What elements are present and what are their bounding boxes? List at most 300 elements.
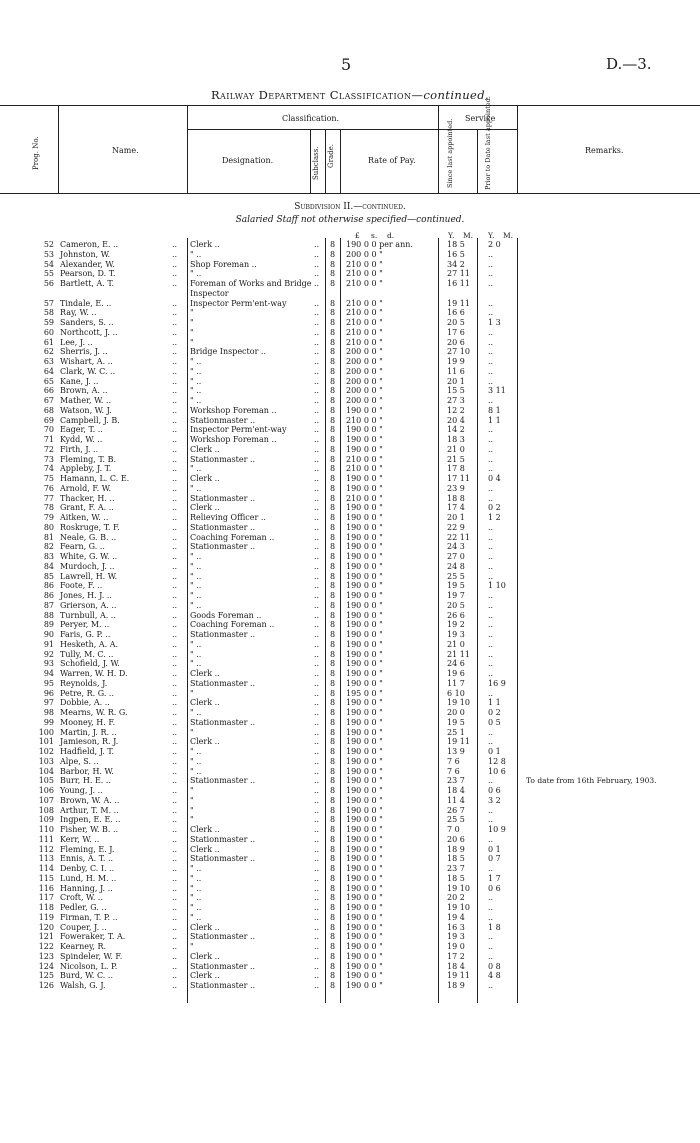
service-since: 11 4 xyxy=(447,795,465,805)
rate-of-pay: 190 0 0 " xyxy=(346,659,383,669)
service-prior: .. xyxy=(488,454,494,464)
leader-dots: .. xyxy=(172,357,178,366)
prog-no: 98 xyxy=(43,708,54,717)
service-prior: 0 1 xyxy=(488,747,501,756)
subclass-dots: .. xyxy=(314,922,320,932)
service-prior: .. xyxy=(488,630,494,639)
subclass-dots: .. xyxy=(314,805,320,815)
staff-name: Couper, J. .. xyxy=(60,922,107,932)
remarks: To date from 16th February, 1903. xyxy=(526,776,657,786)
service-prior: .. xyxy=(488,639,494,649)
col-rule-4 xyxy=(325,130,326,193)
staff-name: Lawrell, H. W. xyxy=(60,571,118,581)
service-prior: .. xyxy=(488,864,494,873)
rate-of-pay: 210 0 0 " xyxy=(346,464,383,474)
designation: Clerk .. xyxy=(190,951,220,961)
table-row xyxy=(0,796,700,806)
designation: " .. xyxy=(190,357,202,366)
prog-no: 57 xyxy=(43,298,54,308)
service-since: 20 1 xyxy=(447,513,465,522)
rate-of-pay: 210 0 0 " xyxy=(346,259,383,269)
subclass-dots: .. xyxy=(314,357,320,366)
table-row xyxy=(0,757,700,767)
subclass-dots: .. xyxy=(314,279,320,288)
prog-no: 103 xyxy=(38,756,54,766)
service-prior: 0 6 xyxy=(488,883,501,893)
service-since: 20 4 xyxy=(447,415,465,425)
grade: 8 xyxy=(330,776,336,786)
rate-of-pay: 200 0 0 " xyxy=(346,357,383,366)
staff-name: White, G. W. .. xyxy=(60,552,118,561)
prog-no: 76 xyxy=(43,483,54,493)
designation: " .. xyxy=(190,561,202,571)
service-since: 25 5 xyxy=(447,571,465,581)
prog-no: 78 xyxy=(43,503,54,513)
table-row xyxy=(0,854,700,864)
grade: 8 xyxy=(330,600,336,610)
service-since: 17 8 xyxy=(447,464,465,474)
staff-name: Walsh, G. J. xyxy=(60,981,106,990)
rate-of-pay: 190 0 0 " xyxy=(346,600,383,610)
leader-dots: .. xyxy=(172,435,178,444)
rate-of-pay: 190 0 0 " xyxy=(346,552,383,561)
grade: 8 xyxy=(330,308,336,318)
leader-dots: .. xyxy=(172,864,178,873)
subclass-dots: .. xyxy=(314,620,320,630)
designation: " .. xyxy=(190,708,202,717)
prog-no: 124 xyxy=(38,961,54,971)
col-rule-3 xyxy=(310,130,311,193)
grade: 8 xyxy=(330,912,336,922)
rate-of-pay: 190 0 0 " xyxy=(346,961,383,971)
leader-dots: .. xyxy=(172,795,178,805)
staff-name: Kydd, W. .. xyxy=(60,435,103,444)
staff-name: Lee, J. .. xyxy=(60,337,93,347)
rate-of-pay: 190 0 0 " xyxy=(346,669,383,678)
table-row xyxy=(0,406,700,416)
header-prog-no: Prog. No. xyxy=(32,136,40,170)
grade: 8 xyxy=(330,474,336,483)
rate-of-pay: 200 0 0 " xyxy=(346,249,383,259)
staff-name: Pedler, G. .. xyxy=(60,903,107,912)
leader-dots: .. xyxy=(172,454,178,464)
subclass-dots: .. xyxy=(314,366,320,376)
rate-of-pay: 190 0 0 " xyxy=(346,834,383,844)
staff-name: Kane, J. .. xyxy=(60,376,99,386)
subclass-dots: .. xyxy=(314,386,320,396)
col-rule-2 xyxy=(187,106,188,193)
prog-no: 61 xyxy=(43,337,54,347)
service-prior: 4 8 xyxy=(488,971,501,981)
table-row xyxy=(0,377,700,387)
prog-no: 123 xyxy=(38,951,54,961)
grade: 8 xyxy=(330,630,336,639)
designation: " .. xyxy=(190,912,202,922)
subclass-dots: .. xyxy=(314,298,320,308)
service-prior: 0 1 xyxy=(488,844,501,854)
table-row xyxy=(0,503,700,513)
prog-no: 122 xyxy=(38,942,54,951)
grade: 8 xyxy=(330,756,336,766)
subclass-dots: .. xyxy=(314,513,320,522)
prog-no: 59 xyxy=(43,318,54,327)
leader-dots: .. xyxy=(172,737,178,747)
subclass-dots: .. xyxy=(314,483,320,493)
header-classification: Classification. xyxy=(282,114,340,123)
service-since: 19 11 xyxy=(447,737,470,747)
rate-of-pay: 210 0 0 " xyxy=(346,308,383,318)
designation: " .. xyxy=(190,893,202,903)
subclass-dots: .. xyxy=(314,493,320,503)
designation: Stationmaster .. xyxy=(190,493,256,503)
rate-of-pay: 190 0 0 " xyxy=(346,883,383,893)
service-since: 19 6 xyxy=(447,669,465,678)
leader-dots: .. xyxy=(172,893,178,903)
service-since: 27 3 xyxy=(447,396,465,405)
prog-no: 66 xyxy=(43,386,54,396)
table-row xyxy=(0,650,700,660)
service-prior: .. xyxy=(488,532,494,542)
subclass-dots: .. xyxy=(314,649,320,659)
grade: 8 xyxy=(330,483,336,493)
subclass-dots: .. xyxy=(314,327,320,337)
leader-dots: .. xyxy=(172,240,178,249)
rate-of-pay: 190 0 0 " xyxy=(346,474,383,483)
rate-of-pay: 190 0 0 " xyxy=(346,951,383,961)
service-since: 16 6 xyxy=(447,308,465,318)
subclass-dots: .. xyxy=(314,903,320,912)
service-prior: .. xyxy=(488,571,494,581)
rate-of-pay: 190 0 0 " xyxy=(346,922,383,932)
leader-dots: .. xyxy=(172,581,178,591)
designation: Clerk .. xyxy=(190,825,220,834)
service-prior: 0 6 xyxy=(488,786,501,795)
subclass-dots: .. xyxy=(314,396,320,405)
service-prior: .. xyxy=(488,444,494,454)
rate-of-pay: 190 0 0 " xyxy=(346,844,383,854)
table-row xyxy=(0,396,700,406)
service-since: 7 0 xyxy=(447,825,460,834)
rate-of-pay: 190 0 0 " xyxy=(346,805,383,815)
prog-no: 117 xyxy=(38,893,54,903)
service-prior: .. xyxy=(488,942,494,951)
rate-of-pay: 190 0 0 " xyxy=(346,542,383,552)
staff-name: Fisher, W. B. .. xyxy=(60,825,119,834)
subclass-dots: .. xyxy=(314,688,320,698)
table-row xyxy=(0,523,700,533)
prog-no: 88 xyxy=(43,610,54,620)
col-rule-6 xyxy=(438,106,439,193)
prog-no: 82 xyxy=(43,542,54,552)
service-prior: .. xyxy=(488,805,494,815)
staff-name: Hesketh, A. A. xyxy=(60,639,119,649)
grade: 8 xyxy=(330,591,336,600)
grade: 8 xyxy=(330,786,336,795)
leader-dots: .. xyxy=(172,308,178,318)
prog-no: 64 xyxy=(43,366,54,376)
designation: Stationmaster .. xyxy=(190,932,256,942)
staff-name: Ennis, A. T. .. xyxy=(60,854,114,864)
rate-of-pay: 190 0 0 " xyxy=(346,561,383,571)
leader-dots: .. xyxy=(172,678,178,688)
designation: " .. xyxy=(190,903,202,912)
table-row xyxy=(0,981,700,991)
leader-dots: .. xyxy=(172,444,178,454)
col-rule-1 xyxy=(58,106,59,193)
unit-years: Y. xyxy=(448,231,455,240)
subclass-dots: .. xyxy=(314,942,320,951)
staff-name: Warren, W. H. D. xyxy=(60,669,128,678)
subclass-dots: .. xyxy=(314,376,320,386)
staff-name: Tully, M. C. .. xyxy=(60,649,114,659)
service-since: 21 0 xyxy=(447,444,465,454)
designation: Stationmaster .. xyxy=(190,454,256,464)
service-prior: 0 8 xyxy=(488,961,501,971)
leader-dots: .. xyxy=(172,639,178,649)
designation: Clerk .. xyxy=(190,698,220,708)
subclass-dots: .. xyxy=(314,756,320,766)
grade: 8 xyxy=(330,581,336,591)
table-row xyxy=(0,542,700,552)
table-row xyxy=(0,620,700,630)
service-since: 20 5 xyxy=(447,600,465,610)
staff-name: Grant, F. A. .. xyxy=(60,503,114,513)
rate-of-pay: 190 0 0 " xyxy=(346,435,383,444)
table-row xyxy=(0,260,700,270)
staff-name: Lund, H. M. .. xyxy=(60,873,117,883)
service-since: 20 6 xyxy=(447,337,465,347)
staff-name: Croft, W. .. xyxy=(60,893,104,903)
service-prior: .. xyxy=(488,561,494,571)
prog-no: 67 xyxy=(43,396,54,405)
grade: 8 xyxy=(330,698,336,708)
table-row xyxy=(0,240,700,250)
table-row xyxy=(0,679,700,689)
unit-shillings: s. xyxy=(371,231,378,240)
rate-of-pay: 210 0 0 " xyxy=(346,327,383,337)
grade: 8 xyxy=(330,610,336,620)
prog-no: 102 xyxy=(38,747,54,756)
leader-dots: .. xyxy=(172,376,178,386)
prog-no: 126 xyxy=(38,981,54,990)
service-since: 22 9 xyxy=(447,522,465,532)
service-prior: .. xyxy=(488,932,494,942)
leader-dots: .. xyxy=(172,922,178,932)
table-row xyxy=(0,513,700,523)
designation: Coaching Foreman .. xyxy=(190,532,275,542)
table-row xyxy=(0,445,700,455)
service-since: 18 4 xyxy=(447,786,465,795)
leader-dots: .. xyxy=(172,532,178,542)
subclass-dots: .. xyxy=(314,737,320,747)
service-prior: .. xyxy=(488,542,494,552)
designation: " .. xyxy=(190,766,202,776)
leader-dots: .. xyxy=(172,259,178,269)
subdivision-subtitle: Salaried Staff not otherwise specified—continued. xyxy=(235,215,465,225)
service-since: 15 5 xyxy=(447,386,465,396)
staff-name: Campbell, J. B. xyxy=(60,415,120,425)
subclass-dots: .. xyxy=(314,474,320,483)
staff-name: Bartlett, A. T. xyxy=(60,279,115,288)
subclass-dots: .. xyxy=(314,844,320,854)
prog-no: 77 xyxy=(43,493,54,503)
staff-name: Foweraker, T. A. xyxy=(60,932,126,942)
designation: Foreman of Works and Bridge Inspector xyxy=(190,279,312,298)
leader-dots: .. xyxy=(172,571,178,581)
grade: 8 xyxy=(330,298,336,308)
service-since: 20 2 xyxy=(447,893,465,903)
header-bottom-rule xyxy=(0,193,700,194)
service-prior: 12 8 xyxy=(488,756,506,766)
grade: 8 xyxy=(330,327,336,337)
service-since: 34 2 xyxy=(447,259,465,269)
designation: " .. xyxy=(190,396,202,405)
subclass-dots: .. xyxy=(314,893,320,903)
rate-of-pay: 190 0 0 " xyxy=(346,610,383,620)
prog-no: 100 xyxy=(38,727,54,737)
grade: 8 xyxy=(330,386,336,396)
service-prior: .. xyxy=(488,912,494,922)
designation: Stationmaster .. xyxy=(190,678,256,688)
table-row xyxy=(0,815,700,825)
service-since: 19 5 xyxy=(447,717,465,727)
service-since: 19 11 xyxy=(447,971,470,981)
service-prior: .. xyxy=(488,834,494,844)
service-prior: .. xyxy=(488,981,494,990)
rate-of-pay: 190 0 0 " xyxy=(346,864,383,873)
unit-months: M. xyxy=(463,231,474,240)
table-row xyxy=(0,786,700,796)
service-prior: .. xyxy=(488,308,494,318)
designation: " .. xyxy=(190,873,202,883)
service-since: 13 9 xyxy=(447,747,465,756)
prog-no: 54 xyxy=(43,259,54,269)
table-row xyxy=(0,572,700,582)
rate-of-pay: 210 0 0 " xyxy=(346,298,383,308)
service-prior: .. xyxy=(488,269,494,279)
prog-no: 95 xyxy=(43,678,54,688)
leader-dots: .. xyxy=(172,249,178,259)
grade: 8 xyxy=(330,649,336,659)
rate-of-pay: 190 0 0 " xyxy=(346,649,383,659)
grade: 8 xyxy=(330,864,336,873)
leader-dots: .. xyxy=(172,503,178,513)
service-since: 18 4 xyxy=(447,961,465,971)
service-since: 23 7 xyxy=(447,776,465,786)
grade: 8 xyxy=(330,347,336,357)
unit-pounds: £ xyxy=(355,231,360,240)
rate-of-pay: 190 0 0 " xyxy=(346,717,383,727)
service-prior: .. xyxy=(488,464,494,474)
rate-of-pay: 190 0 0 " xyxy=(346,942,383,951)
leader-dots: .. xyxy=(172,951,178,961)
grade: 8 xyxy=(330,318,336,327)
table-row xyxy=(0,464,700,474)
designation: " .. xyxy=(190,756,202,766)
service-prior: 1 1 xyxy=(488,415,501,425)
grade: 8 xyxy=(330,552,336,561)
grade: 8 xyxy=(330,542,336,552)
leader-dots: .. xyxy=(172,483,178,493)
designation: Stationmaster .. xyxy=(190,961,256,971)
subclass-dots: .. xyxy=(314,591,320,600)
designation: " .. xyxy=(190,864,202,873)
grade: 8 xyxy=(330,981,336,990)
unit-pence: d. xyxy=(387,231,395,240)
prog-no: 63 xyxy=(43,357,54,366)
prog-no: 113 xyxy=(38,854,54,864)
prog-no: 107 xyxy=(38,795,54,805)
subclass-dots: .. xyxy=(314,951,320,961)
staff-name: Mearns, W. R. G. xyxy=(60,708,128,717)
grade: 8 xyxy=(330,259,336,269)
grade: 8 xyxy=(330,522,336,532)
prog-no: 81 xyxy=(43,532,54,542)
table-row xyxy=(0,845,700,855)
rate-of-pay: 190 0 0 " xyxy=(346,639,383,649)
staff-name: Firman, T. P. .. xyxy=(60,912,118,922)
service-prior: .. xyxy=(488,620,494,630)
prog-no: 60 xyxy=(43,327,54,337)
service-prior: .. xyxy=(488,737,494,747)
staff-name: Cameron, E. .. xyxy=(60,240,119,249)
designation: Clerk .. xyxy=(190,240,220,249)
table-row xyxy=(0,581,700,591)
staff-name: Clark, W. C. .. xyxy=(60,366,116,376)
leader-dots: .. xyxy=(172,279,178,288)
staff-name: Brown, A. .. xyxy=(60,386,108,396)
designation: " xyxy=(190,795,194,805)
staff-name: Ingpen, E. E. .. xyxy=(60,815,121,825)
rate-of-pay: 200 0 0 " xyxy=(346,366,383,376)
service-since: 24 3 xyxy=(447,542,465,552)
rate-of-pay: 190 0 0 " xyxy=(346,747,383,756)
subclass-dots: .. xyxy=(314,864,320,873)
leader-dots: .. xyxy=(172,464,178,474)
header-grade: Grade. xyxy=(327,144,335,168)
table-row xyxy=(0,455,700,465)
prog-no: 70 xyxy=(43,425,54,435)
table-row xyxy=(0,718,700,728)
header-name: Name. xyxy=(112,146,139,155)
rate-of-pay: 190 0 0 " xyxy=(346,522,383,532)
staff-name: Burd, W. C. .. xyxy=(60,971,113,981)
designation: Stationmaster .. xyxy=(190,717,256,727)
subclass-dots: .. xyxy=(314,503,320,513)
table-row xyxy=(0,318,700,328)
prog-no: 99 xyxy=(43,717,54,727)
prog-no: 69 xyxy=(43,415,54,425)
prog-no: 125 xyxy=(38,971,54,981)
designation: Clerk .. xyxy=(190,503,220,513)
staff-name: Alpe, S. .. xyxy=(60,756,99,766)
rate-of-pay: 190 0 0 " xyxy=(346,444,383,454)
prog-no: 83 xyxy=(43,552,54,561)
service-prior: .. xyxy=(488,815,494,825)
prog-no: 96 xyxy=(43,688,54,698)
service-since: 18 5 xyxy=(447,873,465,883)
leader-dots: .. xyxy=(172,708,178,717)
service-since: 17 6 xyxy=(447,327,465,337)
service-since: 19 3 xyxy=(447,932,465,942)
designation: Clerk .. xyxy=(190,844,220,854)
grade: 8 xyxy=(330,766,336,776)
grade: 8 xyxy=(330,415,336,425)
prog-no: 86 xyxy=(43,581,54,591)
prog-no: 74 xyxy=(43,464,54,474)
designation: " .. xyxy=(190,249,202,259)
service-prior: .. xyxy=(488,259,494,269)
